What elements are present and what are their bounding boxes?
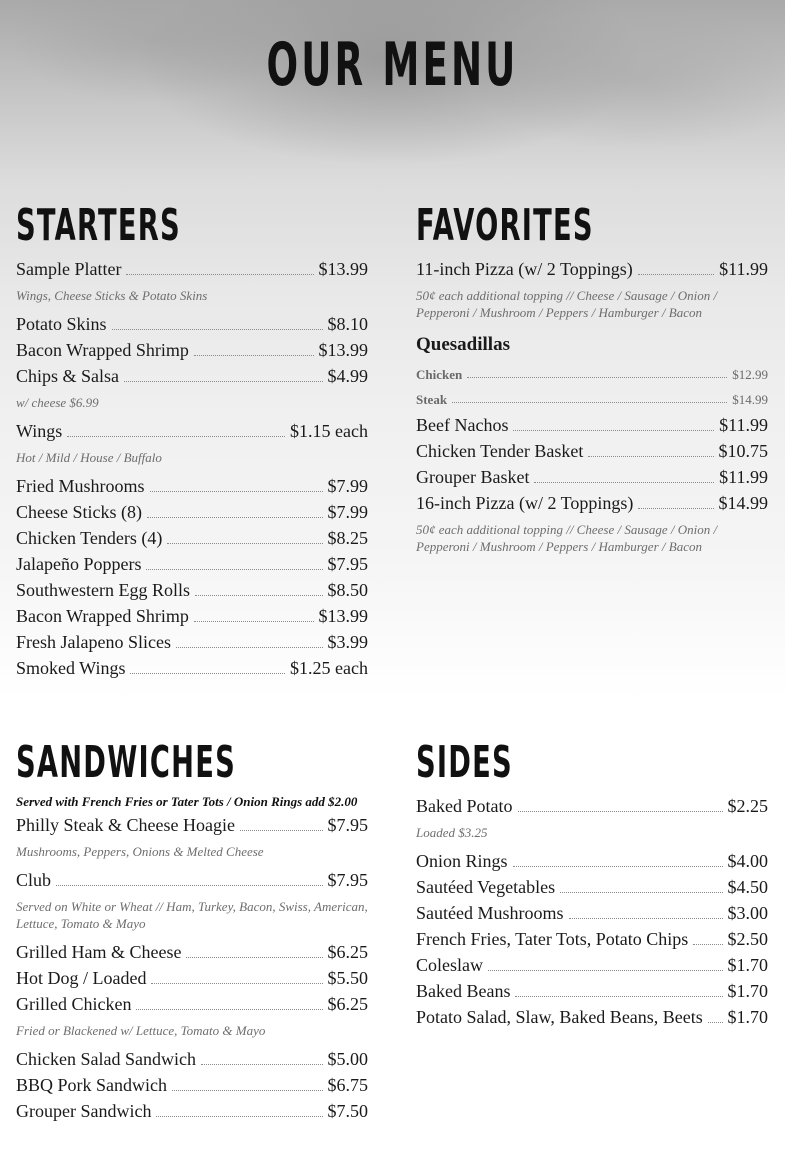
item-price: $6.25 — [327, 994, 368, 1014]
item-price: $7.95 — [327, 870, 368, 890]
item-note: Wings, Cheese Sticks & Potato Skins — [16, 288, 208, 303]
dot-leader — [176, 647, 323, 648]
item-name: Club — [16, 870, 52, 890]
menu-item — [16, 577, 368, 603]
menu-item — [416, 256, 768, 282]
item-name: Philly Steak & Cheese Hoagie — [16, 815, 235, 835]
item-price: $7.50 — [327, 1101, 368, 1121]
item-price: $1.70 — [727, 1007, 768, 1027]
item-name: 11-inch Pizza (w/ 2 Toppings) — [416, 259, 633, 279]
item-price: $4.99 — [327, 366, 368, 386]
item-note: Hot / Mild / House / Buffalo — [16, 450, 162, 465]
item-price: $5.00 — [327, 1049, 368, 1069]
menu-item — [16, 991, 368, 1017]
item-name: Smoked Wings — [16, 658, 126, 678]
item-name: Sample Platter — [16, 259, 122, 279]
section-title-sides: SIDES — [416, 737, 513, 788]
menu-item — [16, 311, 368, 337]
menu-item — [16, 418, 368, 444]
dot-leader — [194, 621, 314, 622]
dot-leader — [534, 482, 714, 483]
menu-item — [416, 952, 768, 978]
menu-item — [16, 1046, 368, 1072]
item-price: $7.95 — [327, 554, 368, 574]
menu-item — [16, 812, 368, 838]
item-name: Bacon Wrapped Shrimp — [16, 340, 189, 360]
menu-item — [16, 256, 368, 282]
item-name: Chicken — [416, 367, 463, 382]
dot-leader — [150, 491, 323, 492]
dot-leader — [126, 274, 313, 275]
item-price: $2.25 — [727, 796, 768, 816]
item-name: Sautéed Vegetables — [416, 877, 556, 897]
dot-leader — [201, 1064, 323, 1065]
item-price: $4.00 — [727, 851, 768, 871]
item-price: $7.99 — [327, 476, 368, 496]
menu-item — [416, 874, 768, 900]
item-name: Cheese Sticks (8) — [16, 502, 142, 522]
dot-leader — [167, 543, 322, 544]
sandwiches-intro: Served with French Fries or Tater Tots / Onion Rings add $2.00 — [16, 794, 358, 809]
item-price: $11.99 — [719, 467, 768, 487]
item-price: $3.99 — [327, 632, 368, 652]
dot-leader — [186, 957, 322, 958]
dot-leader — [513, 430, 714, 431]
dot-leader — [130, 673, 285, 674]
item-name: Southwestern Egg Rolls — [16, 580, 190, 600]
item-name: Baked Beans — [416, 981, 511, 1001]
item-note: Served on White or Wheat // Ham, Turkey, Bacon, Swiss, American, Lettuce, Tomato & Mayo — [16, 899, 368, 931]
item-name: Fresh Jalapeno Slices — [16, 632, 171, 652]
page-title: OUR MENU — [266, 30, 519, 100]
item-price: $13.99 — [318, 259, 368, 279]
item-price: $14.99 — [732, 392, 768, 407]
item-price: $2.50 — [727, 929, 768, 949]
menu-item — [16, 473, 368, 499]
dot-leader — [708, 1022, 723, 1023]
dot-leader — [172, 1090, 322, 1091]
menu-item — [416, 793, 768, 819]
dot-leader — [240, 830, 323, 831]
section-title-favorites: FAVORITES — [416, 200, 594, 251]
item-price: $14.99 — [718, 493, 768, 513]
dot-leader — [56, 885, 322, 886]
item-price: $4.50 — [727, 877, 768, 897]
item-name: Grilled Ham & Cheese — [16, 942, 182, 962]
sandwiches-section — [16, 737, 368, 1124]
dot-leader — [147, 517, 323, 518]
sides-section — [416, 737, 768, 1030]
item-price: $13.99 — [318, 340, 368, 360]
item-price: $12.99 — [732, 367, 768, 382]
menu-item — [16, 1098, 368, 1124]
dot-leader — [569, 918, 723, 919]
dot-leader — [638, 508, 713, 509]
item-note: Loaded $3.25 — [416, 825, 488, 840]
item-note: w/ cheese $6.99 — [16, 395, 99, 410]
item-name: Grilled Chicken — [16, 994, 132, 1014]
menu-item — [416, 412, 768, 438]
item-price: $1.15 each — [290, 421, 368, 441]
item-name: Onion Rings — [416, 851, 508, 871]
menu-item — [16, 337, 368, 363]
menu-item — [416, 926, 768, 952]
item-price: $6.75 — [327, 1075, 368, 1095]
item-note: 50¢ each additional topping // Cheese / Sausage / Onion / Pepperoni / Mushroom / Peppers / Hamburger / Bacon — [416, 288, 718, 320]
menu-item — [416, 1004, 768, 1030]
item-price: $11.99 — [719, 415, 768, 435]
item-name: Baked Potato — [416, 796, 513, 816]
menu-item — [16, 965, 368, 991]
item-name: Chicken Tenders (4) — [16, 528, 163, 548]
menu-item — [16, 363, 368, 389]
item-note: Fried or Blackened w/ Lettuce, Tomato & Mayo — [16, 1023, 266, 1038]
dot-leader — [518, 811, 723, 812]
dot-leader — [124, 381, 322, 382]
item-name: Jalapeño Poppers — [16, 554, 142, 574]
menu-item — [16, 525, 368, 551]
section-title-sandwiches: SANDWICHES — [16, 737, 237, 788]
item-name: Potato Salad, Slaw, Baked Beans, Beets — [416, 1007, 703, 1027]
item-price: $8.10 — [327, 314, 368, 334]
dot-leader — [452, 402, 727, 403]
dot-leader — [560, 892, 722, 893]
item-name: Coleslaw — [416, 955, 483, 975]
item-note: Mushrooms, Peppers, Onions & Melted Cheese — [16, 844, 264, 859]
item-name: Sautéed Mushrooms — [416, 903, 564, 923]
item-name: Grouper Sandwich — [16, 1101, 152, 1121]
menu-item — [16, 603, 368, 629]
dot-leader — [67, 436, 285, 437]
item-price: $13.99 — [318, 606, 368, 626]
menu-item — [416, 387, 768, 412]
item-name: Chips & Salsa — [16, 366, 120, 386]
item-price: $5.50 — [327, 968, 368, 988]
dot-leader — [488, 970, 723, 971]
menu-item — [416, 438, 768, 464]
item-name: 16-inch Pizza (w/ 2 Toppings) — [416, 493, 634, 513]
section-title-starters: STARTERS — [16, 200, 181, 251]
item-price: $1.70 — [727, 981, 768, 1001]
item-price: $11.99 — [719, 259, 768, 279]
menu-item — [416, 848, 768, 874]
item-name: Steak — [416, 392, 448, 407]
menu-item — [16, 629, 368, 655]
menu-item — [16, 1072, 368, 1098]
quesadillas-heading: Quesadillas — [416, 334, 510, 355]
menu-item — [416, 464, 768, 490]
item-name: Grouper Basket — [416, 467, 530, 487]
item-name: Wings — [16, 421, 63, 441]
menu-item — [16, 939, 368, 965]
item-price: $7.95 — [327, 815, 368, 835]
dot-leader — [515, 996, 722, 997]
menu-item — [416, 900, 768, 926]
item-name: Chicken Tender Basket — [416, 441, 584, 461]
item-name: Chicken Salad Sandwich — [16, 1049, 196, 1069]
item-name: Fried Mushrooms — [16, 476, 145, 496]
item-name: Potato Skins — [16, 314, 107, 334]
starters-section — [16, 200, 368, 681]
item-price: $1.70 — [727, 955, 768, 975]
menu-item — [16, 867, 368, 893]
item-price: $6.25 — [327, 942, 368, 962]
dot-leader — [693, 944, 722, 945]
item-price: $8.25 — [327, 528, 368, 548]
dot-leader — [194, 355, 314, 356]
item-price: $8.50 — [327, 580, 368, 600]
item-name: Hot Dog / Loaded — [16, 968, 147, 988]
menu-item — [416, 490, 768, 516]
menu-item — [16, 551, 368, 577]
dot-leader — [638, 274, 714, 275]
dot-leader — [467, 377, 727, 378]
menu-item — [16, 655, 368, 681]
item-name: Beef Nachos — [416, 415, 509, 435]
item-price: $1.25 each — [290, 658, 368, 678]
item-name: French Fries, Tater Tots, Potato Chips — [416, 929, 689, 949]
item-name: BBQ Pork Sandwich — [16, 1075, 168, 1095]
menu-item — [16, 499, 368, 525]
dot-leader — [151, 983, 322, 984]
favorites-section — [416, 200, 768, 562]
dot-leader — [136, 1009, 322, 1010]
item-price: $10.75 — [718, 441, 768, 461]
item-price: $7.99 — [327, 502, 368, 522]
dot-leader — [146, 569, 322, 570]
dot-leader — [195, 595, 323, 596]
dot-leader — [112, 329, 323, 330]
item-note: 50¢ each additional topping // Cheese / Sausage / Onion / Pepperoni / Mushroom / Peppers / Hamburger / Bacon — [416, 522, 718, 554]
item-price: $3.00 — [727, 903, 768, 923]
item-name: Bacon Wrapped Shrimp — [16, 606, 189, 626]
menu-item — [416, 362, 768, 387]
dot-leader — [588, 456, 713, 457]
dot-leader — [156, 1116, 322, 1117]
dot-leader — [513, 866, 723, 867]
menu-item — [416, 978, 768, 1004]
